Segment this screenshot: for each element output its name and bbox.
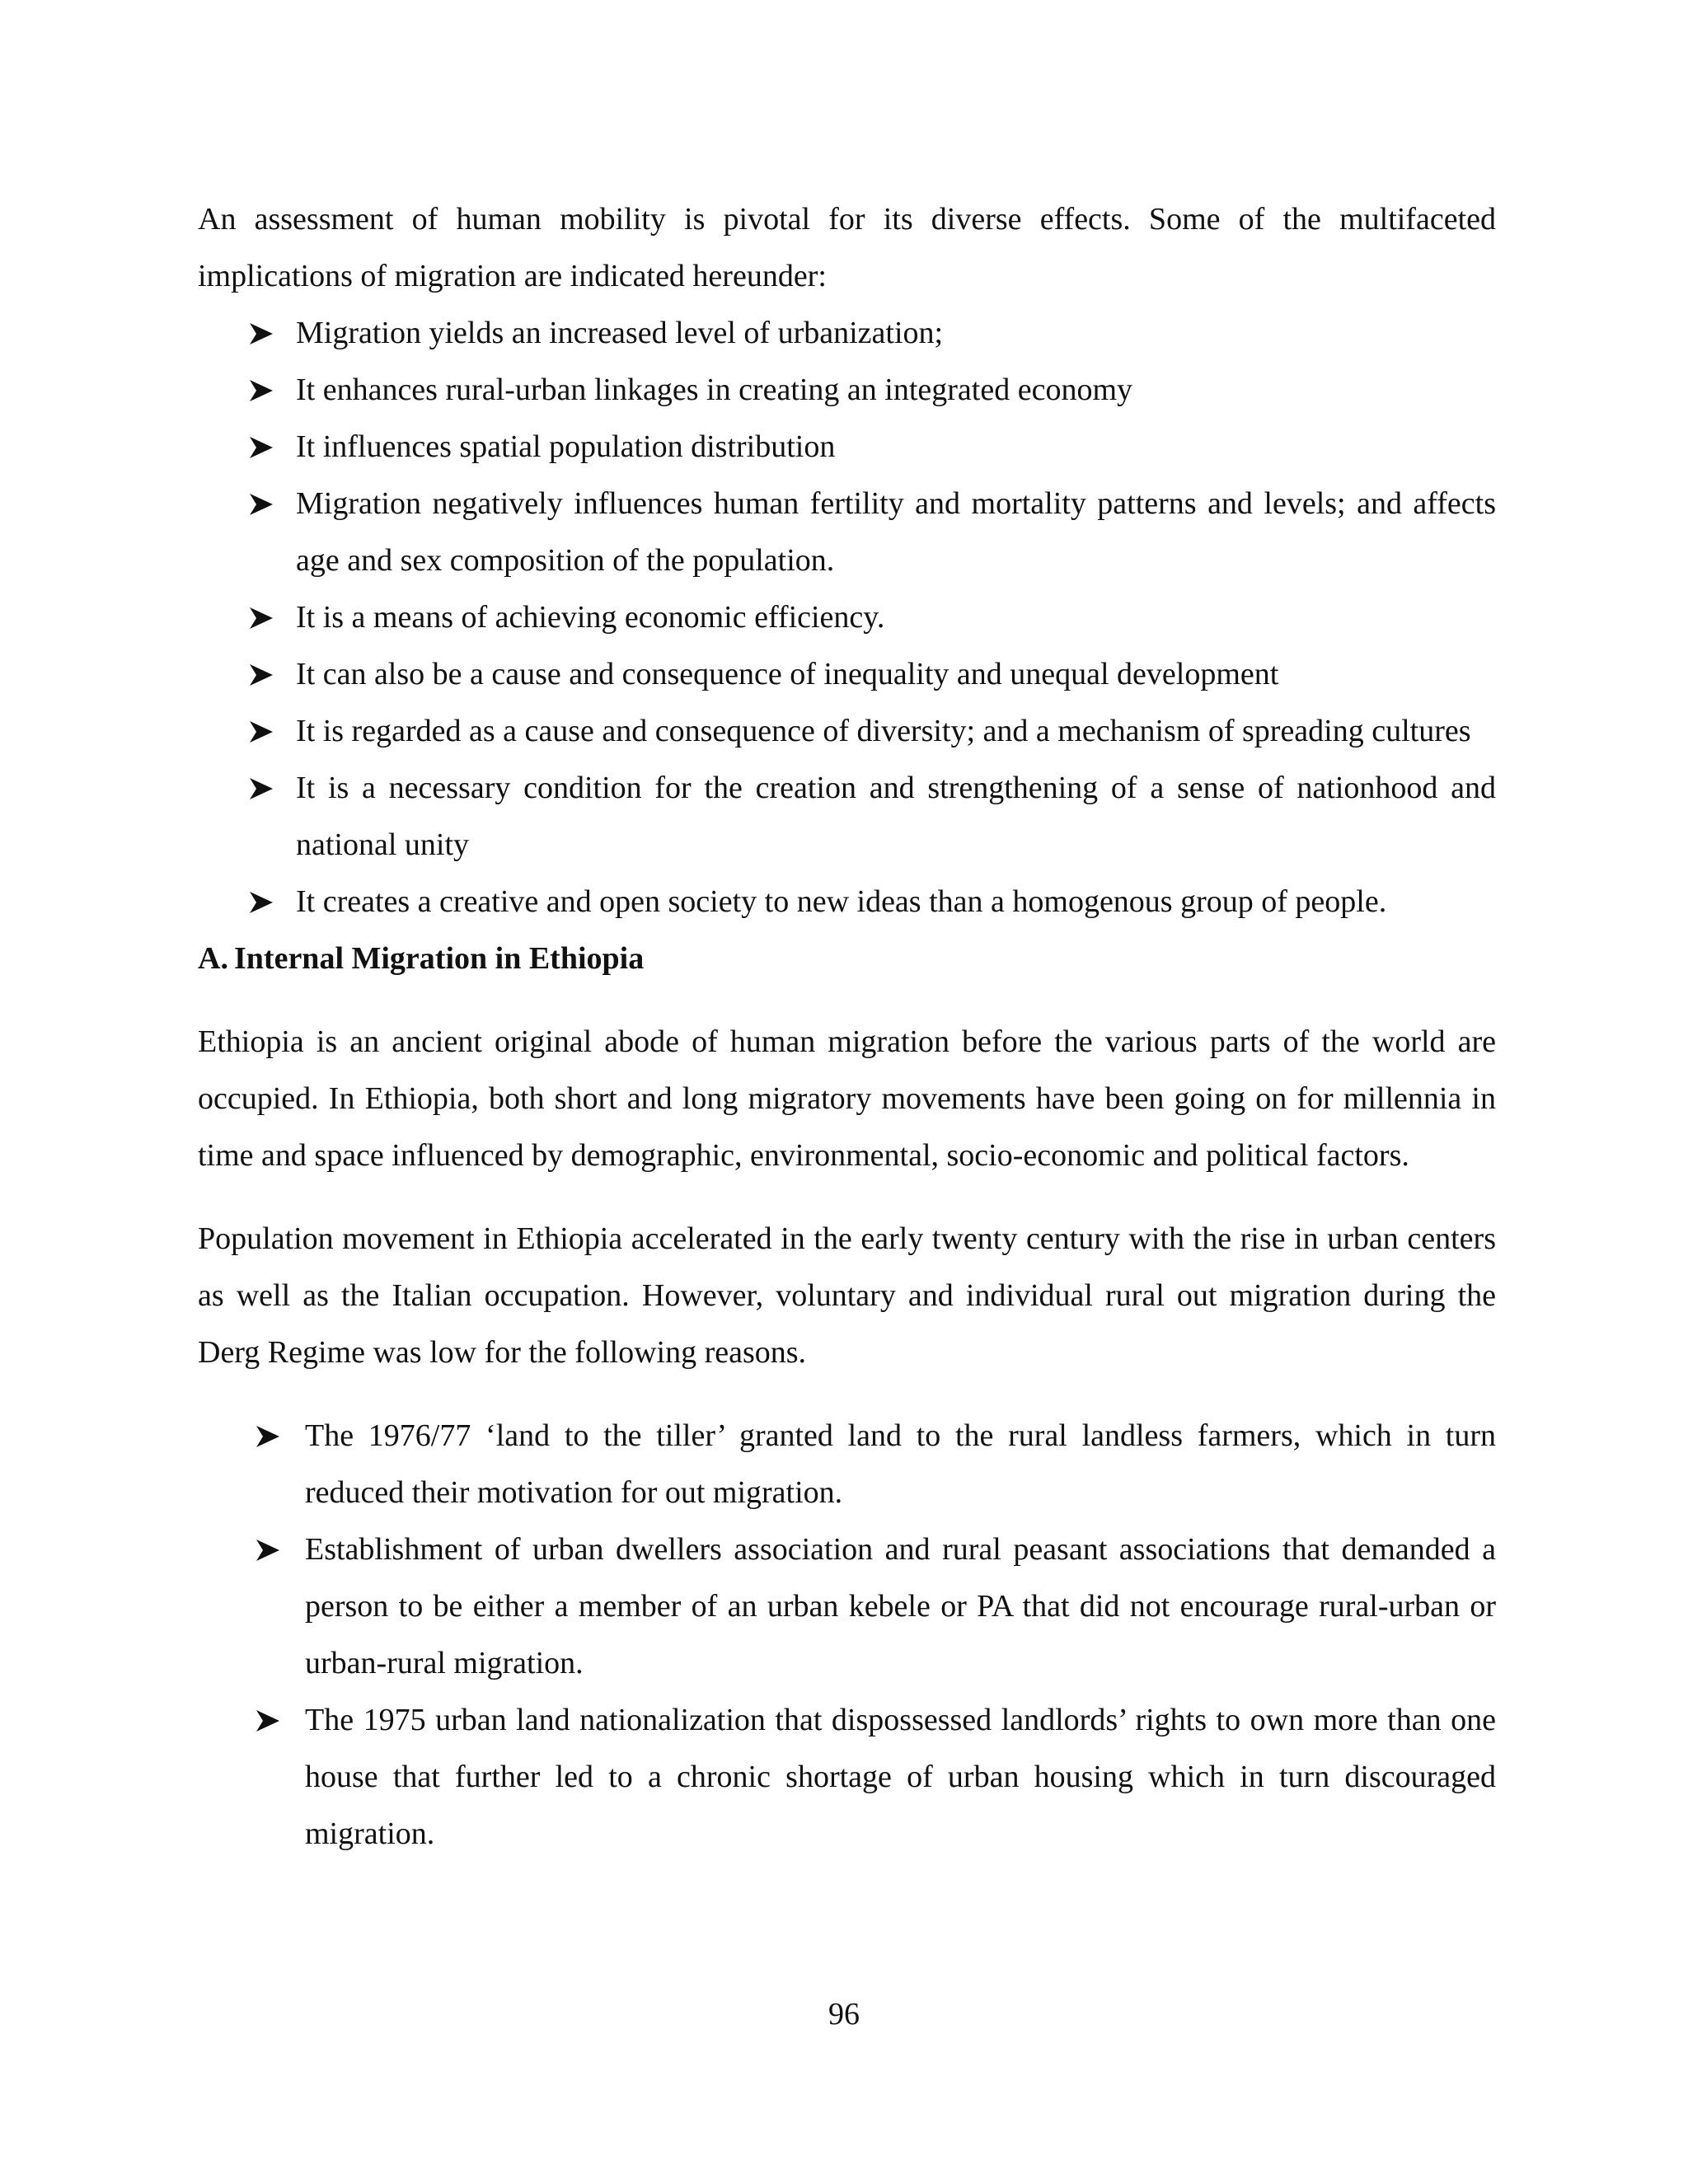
body-paragraph: Population movement in Ethiopia accelerated in the early twenty century with the rise in urban centers as well as the Italian occupation. However, voluntary and individual rural out migration during the Derg Regime was low for the following reasons. bbox=[198, 1221, 1496, 1370]
list-item bbox=[198, 646, 1496, 703]
list-item bbox=[198, 760, 1496, 874]
list-item-text: It influences spatial population distribution bbox=[296, 429, 836, 464]
list-item-text: It enhances rural-urban linkages in creating an integrated economy bbox=[296, 373, 1133, 407]
intro-paragraph: An assessment of human mobility is pivotal for its diverse effects. Some of the multifaceted implications of migration are indicated hereunder: bbox=[198, 202, 1496, 293]
implications-list bbox=[198, 305, 1496, 930]
section-letter: A. bbox=[198, 941, 228, 976]
arrowhead-bullet-icon bbox=[256, 1408, 285, 1465]
list-item-text: It is regarded as a cause and consequence of diversity; and a mechanism of spreading cultures bbox=[296, 714, 1471, 748]
body-paragraph: Ethiopia is an ancient original abode of human migration before the various parts of the world are occupied. In Ethiopia, both short and long migratory movements have been going on for millennia in time and space influenced by demographic, environmental, socio-economic and political factors. bbox=[198, 1024, 1496, 1173]
list-item-text: It is a means of achieving economic efficiency. bbox=[296, 600, 885, 635]
list-item bbox=[198, 305, 1496, 362]
arrowhead-bullet-icon bbox=[249, 476, 279, 532]
document-page bbox=[198, 191, 1496, 1863]
list-item bbox=[198, 874, 1496, 930]
list-item bbox=[198, 589, 1496, 646]
list-item-text: Migration negatively influences human fertility and mortality patterns and levels; and affects age and sex composition of the population. bbox=[296, 486, 1496, 578]
list-item bbox=[198, 1521, 1496, 1692]
arrowhead-bullet-icon bbox=[249, 703, 279, 760]
list-item bbox=[198, 419, 1496, 476]
list-item-text: It is a necessary condition for the creation and strengthening of a sense of nationhood and national unity bbox=[296, 771, 1496, 862]
arrowhead-bullet-icon bbox=[256, 1521, 285, 1578]
list-item-text: It creates a creative and open society to new ideas than a homogenous group of people. bbox=[296, 884, 1387, 919]
page-number: 96 bbox=[828, 1997, 860, 2032]
list-item bbox=[198, 1408, 1496, 1521]
list-item-text: The 1976/77 ‘land to the tiller’ granted land to the rural landless farmers, which in turn reduced their motivation for out migration. bbox=[305, 1418, 1496, 1510]
list-item-text: The 1975 urban land nationalization that dispossessed landlords’ rights to own more than one house that further led to a chronic shortage of urban housing which in turn discouraged migration. bbox=[305, 1703, 1496, 1851]
list-item bbox=[198, 1692, 1496, 1863]
arrowhead-bullet-icon bbox=[249, 589, 279, 646]
arrowhead-bullet-icon bbox=[249, 760, 279, 817]
section-title: Internal Migration in Ethiopia bbox=[234, 941, 645, 976]
arrowhead-bullet-icon bbox=[249, 874, 279, 930]
list-item bbox=[198, 703, 1496, 760]
list-item bbox=[198, 362, 1496, 419]
list-item-text: Establishment of urban dwellers association and rural peasant associations that demanded a person to be either a member of an urban kebele or PA that did not encourage rural-urban or urban-rural migration. bbox=[305, 1532, 1496, 1680]
arrowhead-bullet-icon bbox=[249, 362, 279, 419]
list-item-text: It can also be a cause and consequence of inequality and unequal development bbox=[296, 657, 1279, 691]
reasons-list bbox=[198, 1408, 1496, 1863]
list-item-text: Migration yields an increased level of urbanization; bbox=[296, 316, 944, 350]
list-item bbox=[198, 476, 1496, 589]
arrowhead-bullet-icon bbox=[249, 419, 279, 476]
arrowhead-bullet-icon bbox=[249, 305, 279, 362]
section-heading bbox=[198, 930, 1496, 987]
arrowhead-bullet-icon bbox=[256, 1692, 285, 1749]
arrowhead-bullet-icon bbox=[249, 646, 279, 703]
